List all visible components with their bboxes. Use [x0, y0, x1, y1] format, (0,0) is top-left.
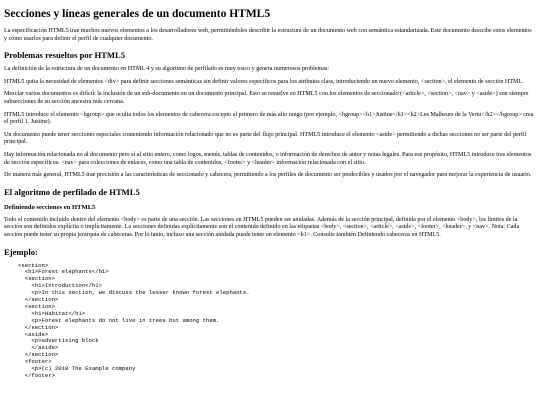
problems-paragraph-2: HTML5 quita la necesidad de elementos <div> para definir secciones semánticas sin definir valores específicos para los atributos class, introduciendo un nuevo elemento, <section>, el elemento de sección HTML.: [4, 78, 524, 85]
problems-paragraph-1: La definición de la estructura de un documento en HTML 4 y su algoritmo de perfilado es muy tosco y genera numerosos problemas:: [4, 66, 330, 73]
section-heading-algorithm: El algoritmo de perfilado de HTML5: [4, 186, 140, 197]
section-heading-problems: Problemas resueltos por HTML5: [4, 50, 126, 61]
example-heading: Ejemplo:: [4, 246, 38, 257]
problems-paragraph-4: HTML5 introduce el elemento <hgroup> que oculta todos los elementos de cabecera excepto el primero de más alto rango (por ejemplo, <hgroup><h1>Justine</h1><h2>Les Malheurs de la Vertu</h2></hgroup> crea el perfil 1. Justine).: [4, 111, 534, 126]
algorithm-paragraph: Todo el contenido incluido dentro del elemento <body> es parte de una sección. Las secciones en HTML5 pueden ser anidadas. Además de la sección principal, definida por el elemento <body>, los límites de la sección son definidos explícita o implícitamente. La secciones definidas explícitamente son el contenido definido en las etiquetas <body>, <section>, <article>, <aside>, <footer>, <header>, y <nav>. Nota: Cada sección puede tener su propia jerarquía de cabeceras. Por lo tanto, incluso una sección anidada puede tener un elemento <h1>. Consulte también Definiendo cabeceras en HTML5.: [4, 216, 520, 238]
problems-paragraph-3: Mezclar varios documentos es difícil: la inclusión de un sub-documento en un documento principal. Esto se resuelve en HTML5 con los elementos de seccionado (<article>, <section>, <nav> y <aside>) son siempre subsecciones de su sección ancestra más cercana.: [4, 91, 529, 105]
example-code-block: <section> <h1>Forest elephants</h1> <section> <h1>Introduction</h1> <p>In this section, we discuss the lesser known forest elephants. </section> <section> <h1>Habitat</h1> <p>Forest elephants do not live in trees but among them. </section> <aside> <p>advertising block </aside> </section> <footer> <p>(c) 2010 The Example company </footer>: [18, 261, 250, 379]
document-page: [0, 8, 540, 380]
problems-paragraph-5: Un documento puede tener secciones especiales conteniendo información relacionado que no es parte del flujo principal. HTML5 introduce el elemento <aside> permitiendo a dichas secciones no ser parte del perfil principal.: [4, 131, 527, 146]
problems-paragraph-7: De manera más general, HTML5 trae precisión a las características de seccionado y cabecera, permitiendo a los perfiles de documento ser predecibles y usados por el navegador para mejorar la experiencia de usuario.: [4, 172, 532, 179]
intro-paragraph: La especificación HTML5 trae muchos nuevos elementos a los desarrolladores web, permitiéndoles describir la estructura de un documento web con semántica estandarizada. Este documento describe estos elementos y cómo usarlos para definir el perfil de cualquier documento.: [4, 28, 532, 42]
page-title: Secciones y líneas generales de un documento HTML5: [4, 8, 271, 20]
subheading-defining-sections: Definiendo secciones en HTML5: [4, 203, 96, 211]
problems-paragraph-6: Hay información relacionada no al documento pero sí al sitio entero, como logos, menús, tablas de contenidos, o información de derechos de autor y notas legales. Para ese propósito, HTML5 introduce tres elementos de sección específicos: <nav> para colecciones de enlaces, como una tabla de contenidos, <footer> y <header> información relacionada con el sitio.: [4, 151, 532, 166]
